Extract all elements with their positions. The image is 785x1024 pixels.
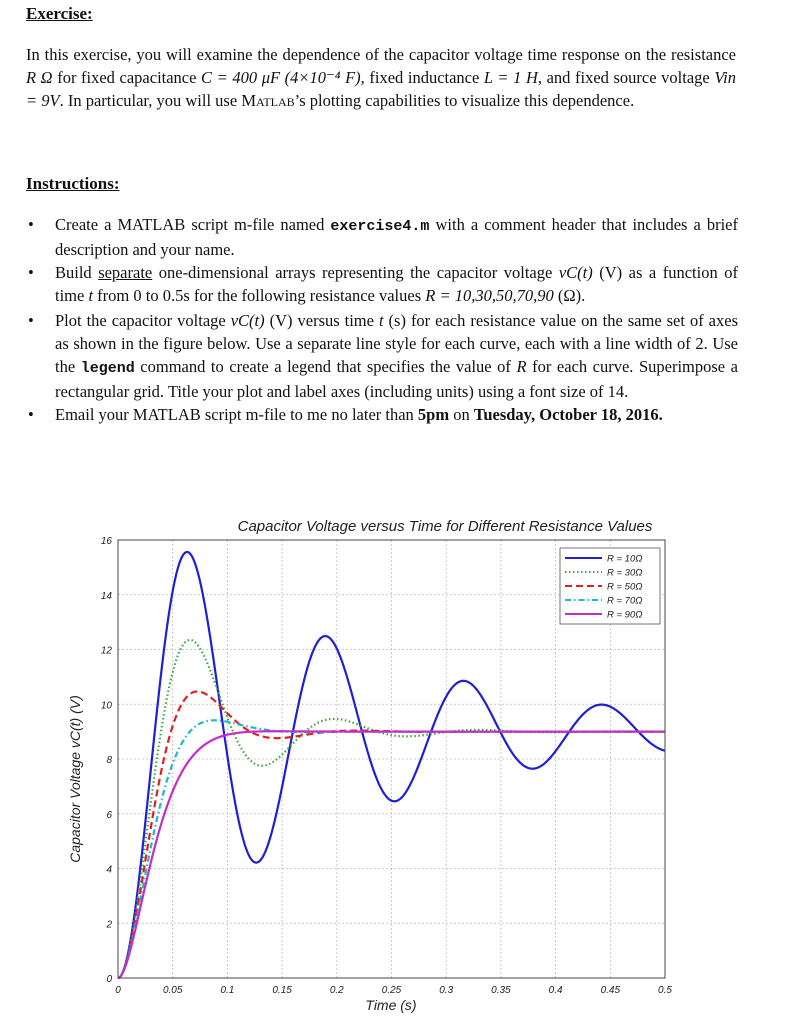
exercise-description: In this exercise, you will examine the dependence of the capacitor voltage time response on the resistance R Ω for fixed capacitance C = 400 μF (4×10⁻⁴ F), fixed inductance L = 1 H, and fixed source voltage Vin = 9V. In particular, you will use Matlab’s plotting capabilities to visualize this dependence.: [26, 45, 737, 110]
x-tick-label: 0.1: [220, 985, 235, 996]
x-tick-label: 0.4: [548, 985, 563, 996]
instructions-list: [26, 213, 738, 426]
chart-title: Capacitor Voltage versus Time for Different Resistance Values: [237, 518, 653, 535]
x-tick-label: 0.5: [658, 985, 672, 996]
x-tick-label: 0.25: [381, 985, 402, 996]
legend-label: R = 30Ω: [607, 567, 643, 579]
list-item: • Plot the capacitor voltage vC(t) (V) versus time t (s) for each resistance value on the same set of axes as shown in the figure below. Use a separate line style for each curve, each with a line width of 2. Use the legend command to create a legend that specifies the value of R for each curve. Superimpose a rectangular grid. Title your plot and label axes (including units) using a font size of 14.: [28, 311, 738, 401]
y-tick-label: 2: [106, 919, 112, 931]
legend-label: R = 70Ω: [607, 595, 643, 607]
legend-label: R = 90Ω: [607, 609, 643, 621]
y-tick-label: 12: [100, 645, 112, 657]
legend-label: R = 50Ω: [607, 581, 643, 593]
y-tick-label: 10: [100, 700, 112, 712]
list-item: • Create a MATLAB script m-file named exercise4.m with a comment header that includes a brief description and your name.: [28, 215, 738, 259]
x-tick-label: 0: [115, 985, 121, 996]
y-tick-label: 8: [106, 755, 112, 766]
y-tick-label: 14: [100, 590, 112, 602]
x-tick-label: 0.45: [600, 985, 621, 996]
legend-label: R = 10Ω: [607, 553, 643, 565]
x-tick-label: 0.35: [491, 985, 511, 996]
y-tick-label: 0: [106, 974, 112, 985]
y-tick-label: 16: [100, 536, 112, 547]
x-tick-label: 0.15: [272, 985, 292, 996]
legend: [560, 548, 660, 624]
x-tick-label: 0.3: [439, 985, 454, 996]
exercise-heading: Exercise:: [26, 4, 93, 23]
x-axis-label: Time (s): [365, 997, 417, 1013]
y-axis-label: Capacitor Voltage vC(t) (V): [67, 695, 83, 863]
y-tick-label: 6: [106, 809, 112, 821]
voltage-chart: [60, 508, 740, 1018]
instructions-heading: Instructions:: [26, 174, 120, 193]
list-item: • Build separate one-dimensional arrays representing the capacitor voltage vC(t) (V) as a function of time t from 0 to 0.5s for the following resistance values R = 10,30,50,70,90 (Ω).: [28, 263, 738, 305]
x-tick-label: 0.2: [329, 985, 344, 996]
list-item: • Email your MATLAB script m-file to me no later than 5pm on Tuesday, October 18, 2016.: [28, 405, 663, 424]
x-tick-label: 0.05: [162, 985, 183, 996]
y-tick-label: 4: [106, 864, 112, 876]
